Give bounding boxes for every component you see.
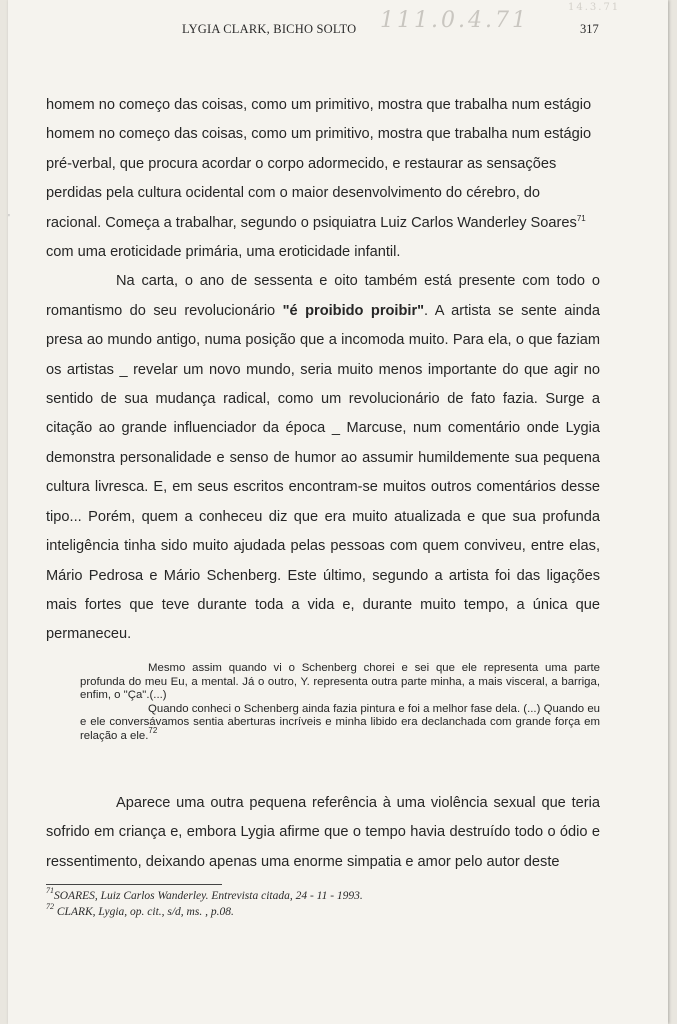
- main-text-continued: [46, 789, 600, 877]
- text-run: . A artista se sente ainda presa ao mundo antigo, numa posição que a incomoda muito. Para ela, o que faziam os artistas _ revelar um novo mundo, seria muito menos importante do que agir no sentido de sua mudança radical, como um revolucionário de fato fazia. Surge a citação ao grande influenciador da época _ Marcuse, num comentário onde Lygia demonstra personalidade e senso de humor ao assumir humildemente sua pequena cultura livresca. E, em seus escritos encontram-se muitos outros comentários desse tipo... Porém, quem a conheceu diz que era muito atualizada e que sua profunda inteligência tinha sido muito ajudada pelas pessoas com quem conviveu, entre elas, Mário Pedrosa e Mário Schenberg. Este último, segundo a artista foi das ligações mais fortes que teve durante toda a vida e, durante muito tempo, a única que permaneceu.: [46, 302, 600, 643]
- footnote-text: CLARK, Lygia, op. cit., s/d, ms. , p.08.: [54, 905, 234, 918]
- footnote-text: SOARES, Luiz Carlos Wanderley. Entrevista citada, 24 - 11 - 1993.: [54, 890, 363, 902]
- bold-quote: "é proibido proibir": [282, 302, 425, 319]
- running-title: LYGIA CLARK, BICHO SOLTO: [182, 22, 357, 36]
- footnote-ref-72: 72: [148, 725, 158, 735]
- footnotes: [46, 886, 606, 920]
- text-run: Quando conheci o Schenberg ainda fazia pintura e foi a melhor fase dela. (...) Quando eu e ele conversávamos sentia aberturas incríveis e minha libido era declanchada com grande força em relação a ele.: [80, 702, 600, 742]
- footnote-ref-71: 71: [576, 213, 586, 223]
- block-quote: [80, 662, 600, 744]
- footnote-71: [46, 886, 606, 905]
- footnote-72: [46, 901, 606, 921]
- line: pré-verbal, que procura acordar o corpo adormecido, e restaurar as sensações: [46, 155, 557, 172]
- paragraph-1: [46, 91, 600, 238]
- line: perdidas pela cultura ocidental com o maior desenvolvimento do cérebro, do: [46, 185, 541, 202]
- quote-paragraph-1: Mesmo assim quando vi o Schenberg chorei e sei que ele representa uma parte profunda do meu Eu, a mental. Já o outro, Y. representa outra parte minha, a mais visceral, a barriga, enfim, o "Ça".(...): [80, 662, 600, 702]
- line: homem no começo das coisas, como um primitivo, mostra que trabalha num estágio: [46, 97, 592, 113]
- pencil-annotation-corner: 14.3.71: [568, 2, 621, 13]
- margin-mark: ': [8, 213, 10, 224]
- document-page: [8, 0, 668, 1024]
- page-number: 317: [580, 22, 599, 36]
- line: homem no começo das coisas, como um primitivo, mostra que trabalha num estágio: [46, 126, 592, 143]
- pencil-annotation: 111.0.4.71: [380, 8, 529, 33]
- footnote-number: 72: [46, 901, 54, 911]
- main-text: [46, 91, 600, 650]
- line: racional. Começa a trabalhar, segundo o psiquiatra Luiz Carlos Wanderley Soares: [46, 214, 577, 231]
- paragraph-3: Aparece uma outra pequena referência à uma violência sexual que teria sofrido em criança e, embora Lygia afirme que o tempo havia destruído todo o ódio e ressentimento, deixando apenas uma enorme simpatia e amor pelo autor deste: [46, 795, 600, 870]
- footnote-number: 71: [46, 886, 54, 895]
- quote-paragraph-2: [80, 703, 600, 744]
- paragraph-1-last-line: com uma eroticidade primária, uma eroticidade infantil.: [46, 244, 401, 261]
- paragraph-2: [46, 267, 600, 649]
- footnote-divider: [46, 884, 222, 885]
- text-run: Na carta, o ano de sessenta e oito também está presente com todo o romantismo do seu revolucionário: [46, 273, 600, 319]
